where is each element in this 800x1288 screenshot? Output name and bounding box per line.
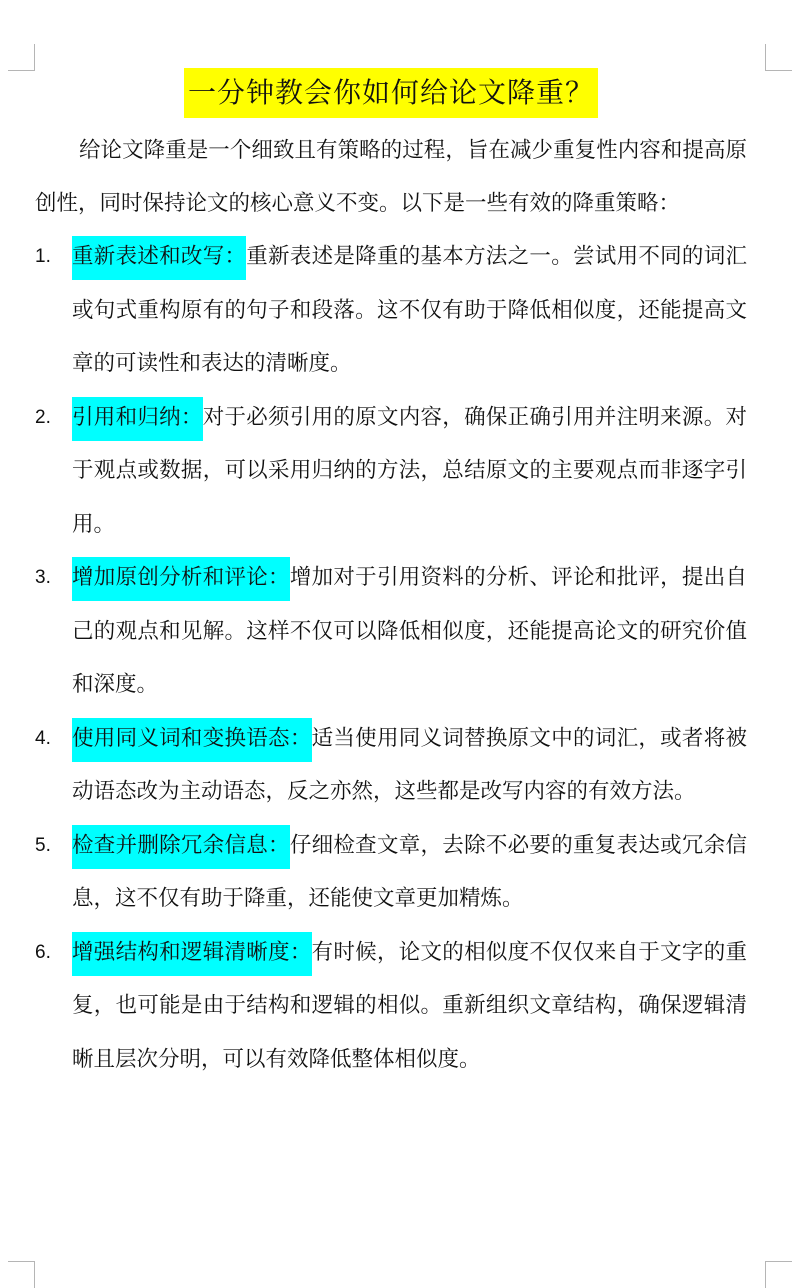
list-item xyxy=(35,819,747,926)
crop-mark-top-left xyxy=(8,44,35,71)
item-heading: 检查并删除冗余信息： xyxy=(72,825,290,869)
title-container xyxy=(35,68,747,124)
crop-mark-bottom-left xyxy=(8,1261,35,1288)
item-body: 有时候，论文的相似度不仅仅来自于文字的重复，也可能是由于结构和逻辑的相似。重新组织文章结构，确保逻辑清晰且层次分明，可以有效降低整体相似度。 xyxy=(72,939,747,1072)
intro-paragraph: 给论文降重是一个细致且有策略的过程，旨在减少重复性内容和提高原创性，同时保持论文的核心意义不变。以下是一些有效的降重策略： xyxy=(35,138,747,216)
list-item xyxy=(35,926,747,1087)
item-body: 重新表述是降重的基本方法之一。尝试用不同的词汇或句式重构原有的句子和段落。这不仅有助于降低相似度，还能提高文章的可读性和表达的清晰度。 xyxy=(72,244,747,376)
item-number: 6. xyxy=(35,941,51,963)
item-body: 仔细检查文章，去除不必要的重复表达或冗余信息，这不仅有助于降重，还能使文章更加精炼。 xyxy=(72,832,747,911)
item-heading: 重新表述和改写： xyxy=(72,236,246,280)
item-body: 对于必须引用的原文内容，确保正确引用并注明来源。对于观点或数据，可以采用归纳的方法，总结原文的主要观点而非逐字引用。 xyxy=(72,404,747,537)
list-item xyxy=(35,391,747,552)
item-heading: 使用同义词和变换语态： xyxy=(72,718,312,762)
strategy-list xyxy=(35,230,747,1086)
item-number: 2. xyxy=(35,406,51,428)
document-title: 一分钟教会你如何给论文降重？ xyxy=(184,68,598,118)
item-heading: 增加原创分析和评论： xyxy=(72,557,290,601)
item-heading: 引用和归纳： xyxy=(72,397,203,441)
crop-mark-top-right xyxy=(765,44,792,71)
item-number: 5. xyxy=(35,834,51,856)
item-number: 4. xyxy=(35,727,51,749)
crop-mark-bottom-right xyxy=(765,1261,792,1288)
list-item xyxy=(35,230,747,391)
list-item xyxy=(35,712,747,819)
item-heading: 增强结构和逻辑清晰度： xyxy=(72,932,312,976)
document-page xyxy=(35,68,747,1086)
item-body: 适当使用同义词替换原文中的词汇，或者将被动语态改为主动语态，反之亦然，这些都是改写内容的有效方法。 xyxy=(72,725,747,804)
item-number: 1. xyxy=(35,246,51,267)
list-item xyxy=(35,551,747,712)
item-number: 3. xyxy=(35,567,51,588)
item-body: 增加对于引用资料的分析、评论和批评，提出自己的观点和见解。这样不仅可以降低相似度，还能提高论文的研究价值和深度。 xyxy=(72,565,747,697)
